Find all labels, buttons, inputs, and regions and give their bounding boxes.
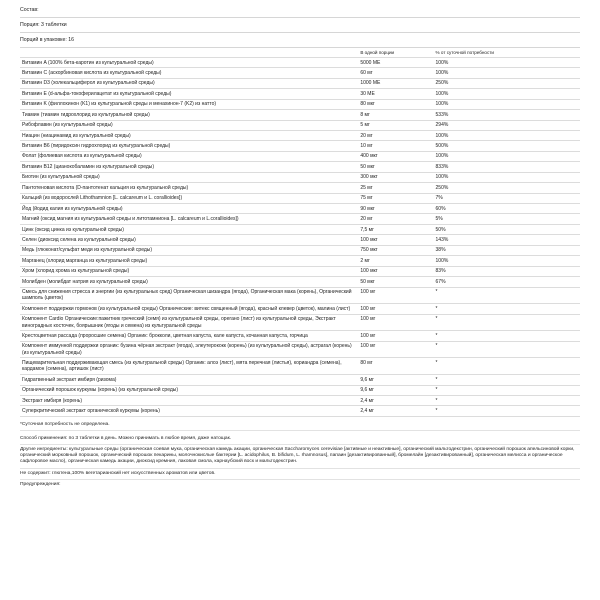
serving-size: Порция: 3 таблетки: [20, 18, 580, 33]
daily-value-percent: *: [434, 375, 580, 385]
amount-per-serving: 80 мг: [358, 358, 433, 375]
amount-per-serving: 5000 МЕ: [358, 57, 433, 67]
daily-value-percent: 500%: [434, 141, 580, 151]
table-row: [20, 68, 580, 78]
nutrient-name: Марганец (хлорид марганца из культуральной среды): [20, 256, 358, 266]
table-row: [20, 277, 580, 287]
daily-value-percent: 100%: [434, 99, 580, 109]
daily-value-percent: 100%: [434, 130, 580, 140]
amount-per-serving: 100 мг: [358, 314, 433, 331]
amount-per-serving: 100 мкг: [358, 235, 433, 245]
table-row: [20, 245, 580, 255]
amount-per-serving: 50 мкг: [358, 277, 433, 287]
amount-per-serving: 100 мкг: [358, 266, 433, 276]
table-row: [20, 89, 580, 99]
nutrient-name: Суперкритический экстракт органической куркумы (корень): [20, 406, 358, 416]
table-row: [20, 57, 580, 67]
table-row: [20, 358, 580, 375]
table-row: [20, 385, 580, 395]
nutrient-name: Витамин C (аскорбиновая кислота из культуральной среды): [20, 68, 358, 78]
nutrient-name: Витамин K (филлохинон (K1) из культуральной среды и менахинон-7 (K2) из натто): [20, 99, 358, 109]
footer-notes: [20, 420, 580, 490]
amount-per-serving: 100 мг: [358, 341, 433, 358]
daily-value-percent: 250%: [434, 78, 580, 88]
table-row: [20, 151, 580, 161]
daily-value-percent: *: [434, 385, 580, 395]
daily-value-percent: 5%: [434, 214, 580, 224]
amount-per-serving: 2,4 мг: [358, 396, 433, 406]
table-row: [20, 287, 580, 304]
daily-value-percent: *: [434, 396, 580, 406]
nutrient-name: Пантотеновая кислота (D-пантотенат кальция из культуральной среды): [20, 183, 358, 193]
daily-value-percent: 100%: [434, 89, 580, 99]
table-row: [20, 183, 580, 193]
amount-per-serving: 1000 МЕ: [358, 78, 433, 88]
table-row: [20, 314, 580, 331]
servings-per-pack: Порций в упаковке: 16: [20, 33, 580, 48]
table-row: [20, 214, 580, 224]
nutrient-name: Витамин A (100% бета-каротин из культуральной среды): [20, 57, 358, 67]
amount-per-serving: 300 мкг: [358, 172, 433, 182]
table-row: [20, 266, 580, 276]
table-row: [20, 224, 580, 234]
table-row: [20, 204, 580, 214]
amount-per-serving: 20 мг: [358, 130, 433, 140]
daily-value-percent: *: [434, 287, 580, 304]
not-contains: Не содержит: глютена,100% вегетарианский нет искусственных ароматов или цветов.: [20, 469, 580, 480]
nutrient-name: Витамин B6 (пиридоксин гидрохлорид из культуральной среды): [20, 141, 358, 151]
nutrient-name: Кальций (из водорослей Lithothamnion [L. calcareum и L. corallioides]): [20, 193, 358, 203]
amount-per-serving: 7,5 мг: [358, 224, 433, 234]
table-header-row: [20, 48, 580, 57]
daily-value-percent: 7%: [434, 193, 580, 203]
daily-value-percent: *: [434, 341, 580, 358]
nutrient-name: Селен (диоксид селена из культуральной среды): [20, 235, 358, 245]
amount-per-serving: 25 мг: [358, 183, 433, 193]
table-row: [20, 406, 580, 416]
daily-value-percent: 833%: [434, 162, 580, 172]
nutrient-name: Магний (оксид магния из культуральной среды и литотамниона [L. calcareum и L.corallioides]): [20, 214, 358, 224]
amount-per-serving: 100 мг: [358, 304, 433, 314]
table-row: [20, 304, 580, 314]
amount-per-serving: 20 мг: [358, 214, 433, 224]
table-row: [20, 120, 580, 130]
daily-value-percent: 250%: [434, 183, 580, 193]
amount-per-serving: 8 мг: [358, 110, 433, 120]
daily-value-percent: 294%: [434, 120, 580, 130]
amount-per-serving: 50 мкг: [358, 162, 433, 172]
table-row: [20, 78, 580, 88]
amount-per-serving: 9,6 мг: [358, 375, 433, 385]
amount-per-serving: 30 МЕ: [358, 89, 433, 99]
warnings-title: Предупреждения:: [20, 481, 61, 487]
daily-value-percent: *: [434, 304, 580, 314]
nutrient-name: Органический порошок куркумы (корень) (из культуральной среды): [20, 385, 358, 395]
table-row: [20, 193, 580, 203]
nutrient-name: Витамин E (d-альфа-токоферилацетат из культуральной среды): [20, 89, 358, 99]
daily-value-percent: *: [434, 406, 580, 416]
table-row: [20, 331, 580, 341]
daily-value-percent: 67%: [434, 277, 580, 287]
daily-value-percent: *: [434, 331, 580, 341]
daily-value-percent: 60%: [434, 204, 580, 214]
nutrient-name: Крестоцветная рассада (проросшие семена) Органик: брокколи, цветная капуста, кале капуста, кочанная капуста, горчица: [20, 331, 358, 341]
col-header-per-serving: В одной порции: [358, 48, 433, 57]
amount-per-serving: 5 мг: [358, 120, 433, 130]
nutrient-name: Молибден (молибдат натрия из культуральной среды): [20, 277, 358, 287]
daily-value-percent: 100%: [434, 151, 580, 161]
nutrient-name: Йод (йодид калия из культуральной среды): [20, 204, 358, 214]
table-row: [20, 141, 580, 151]
supplement-facts-page: [20, 0, 580, 490]
nutrient-name: Экстракт имбиря (корень): [20, 396, 358, 406]
other-ingredients: Другие ингредиенты: культуральные среды (органическая соевая мука, органическая камедь акации, органическая Saccharomyces cerevisiae [активные и неактивные], органический мальтодекстрин, органический порошок апельсиновой корки, органический морковный порошок, органический порошок пекарины, молочнокислые бактерии [L. acidophilus, B. bifidum, L. rhamnosus], папаин [дезактивированный], бромелайн [дезактивированный], органическая мелисса и органическое сафлоровое масло), органическая камедь акации, диоксид кремния, лаковая смола, карнаубский воск и мальтодекстрин.: [20, 445, 580, 468]
nutrient-name: Медь (глюконат/сульфат меди из культуральной среды): [20, 245, 358, 255]
daily-value-percent: 50%: [434, 224, 580, 234]
amount-per-serving: 80 мкг: [358, 99, 433, 109]
nutrient-name: Компонент Cardio Органические:пажитник греческий (семя) из культуральной среды, орегано (лист) из культуральной среды, Экстракт виноградных косточек, боярышник (ягоды и семена) из культуральной среды: [20, 314, 358, 331]
nutrient-name: Рибофлавин (из культуральной среды): [20, 120, 358, 130]
amount-per-serving: 10 мг: [358, 141, 433, 151]
nutrition-table: [20, 48, 580, 417]
nutrient-name: Биотин (из культуральной среды): [20, 172, 358, 182]
nutrient-name: Компонент иммунной поддержки органик: бузина чёрная экстракт (ягода), элеутерококк (корень) (из культуральной среды), астрагал (корень) (из культуральной среды): [20, 341, 358, 358]
amount-per-serving: 75 мг: [358, 193, 433, 203]
composition-label: Состав:: [20, 3, 580, 18]
col-header-name: [20, 48, 358, 57]
amount-per-serving: 2 мг: [358, 256, 433, 266]
table-row: [20, 110, 580, 120]
daily-value-percent: *: [434, 314, 580, 331]
nutrient-name: Витамин D3 (холекальциферол из культуральной среды): [20, 78, 358, 88]
amount-per-serving: 400 мкг: [358, 151, 433, 161]
amount-per-serving: 60 мг: [358, 68, 433, 78]
table-row: [20, 162, 580, 172]
footnote: *Суточная потребность не определена.: [20, 420, 580, 431]
table-row: [20, 256, 580, 266]
nutrient-name: Смесь для снижения стресса и энергии (из культуральных сред) Органическая шизандра (ягода), Органическая мака (корень), Органический шамполь (цветок): [20, 287, 358, 304]
amount-per-serving: 2,4 мг: [358, 406, 433, 416]
daily-value-percent: 100%: [434, 57, 580, 67]
nutrient-name: Цинк (оксид цинка из культуральной среды): [20, 224, 358, 234]
nutrient-name: Тиамин (тиамин гидрохлорид из культуральной среды): [20, 110, 358, 120]
table-row: [20, 235, 580, 245]
table-row: [20, 130, 580, 140]
table-row: [20, 99, 580, 109]
daily-value-percent: 83%: [434, 266, 580, 276]
usage-instructions: Способ применения: по 3 таблетки в день. Можно принимать в любое время, даже натощак.: [20, 434, 580, 445]
amount-per-serving: 750 мкг: [358, 245, 433, 255]
nutrient-name: Фолат (фолиевая кислота из культуральной среды): [20, 151, 358, 161]
daily-value-percent: 533%: [434, 110, 580, 120]
col-header-daily-value: % от суточной потребности: [434, 48, 580, 57]
table-row: [20, 341, 580, 358]
nutrient-name: Пищеварительная поддерживающая смесь (из культуральной среды) Органик: алоэ (лист), мята перечная (листья), кориандра (семена), кардамон (семена), артишок (лист): [20, 358, 358, 375]
nutrient-name: Витамин B12 (цианокобаламин из культуральной среды): [20, 162, 358, 172]
nutrient-name: Хром (хлорид хрома из культуральной среды): [20, 266, 358, 276]
amount-per-serving: 9,6 мг: [358, 385, 433, 395]
amount-per-serving: 100 мг: [358, 331, 433, 341]
table-row: [20, 172, 580, 182]
table-row: [20, 396, 580, 406]
amount-per-serving: 100 мг: [358, 287, 433, 304]
daily-value-percent: 100%: [434, 172, 580, 182]
daily-value-percent: 100%: [434, 68, 580, 78]
daily-value-percent: 38%: [434, 245, 580, 255]
amount-per-serving: 90 мкг: [358, 204, 433, 214]
daily-value-percent: 143%: [434, 235, 580, 245]
daily-value-percent: 100%: [434, 256, 580, 266]
nutrient-name: Гидратвенный экстракт имбиря (ризома): [20, 375, 358, 385]
nutrient-name: Компонент поддержки гормонов (из культуральной среды) Органические: витекс священный (ягода), красный клевер (цветок), малина (лист): [20, 304, 358, 314]
table-row: [20, 375, 580, 385]
nutrient-name: Ниацин (ниацинамид из культуральной среды): [20, 130, 358, 140]
daily-value-percent: *: [434, 358, 580, 375]
